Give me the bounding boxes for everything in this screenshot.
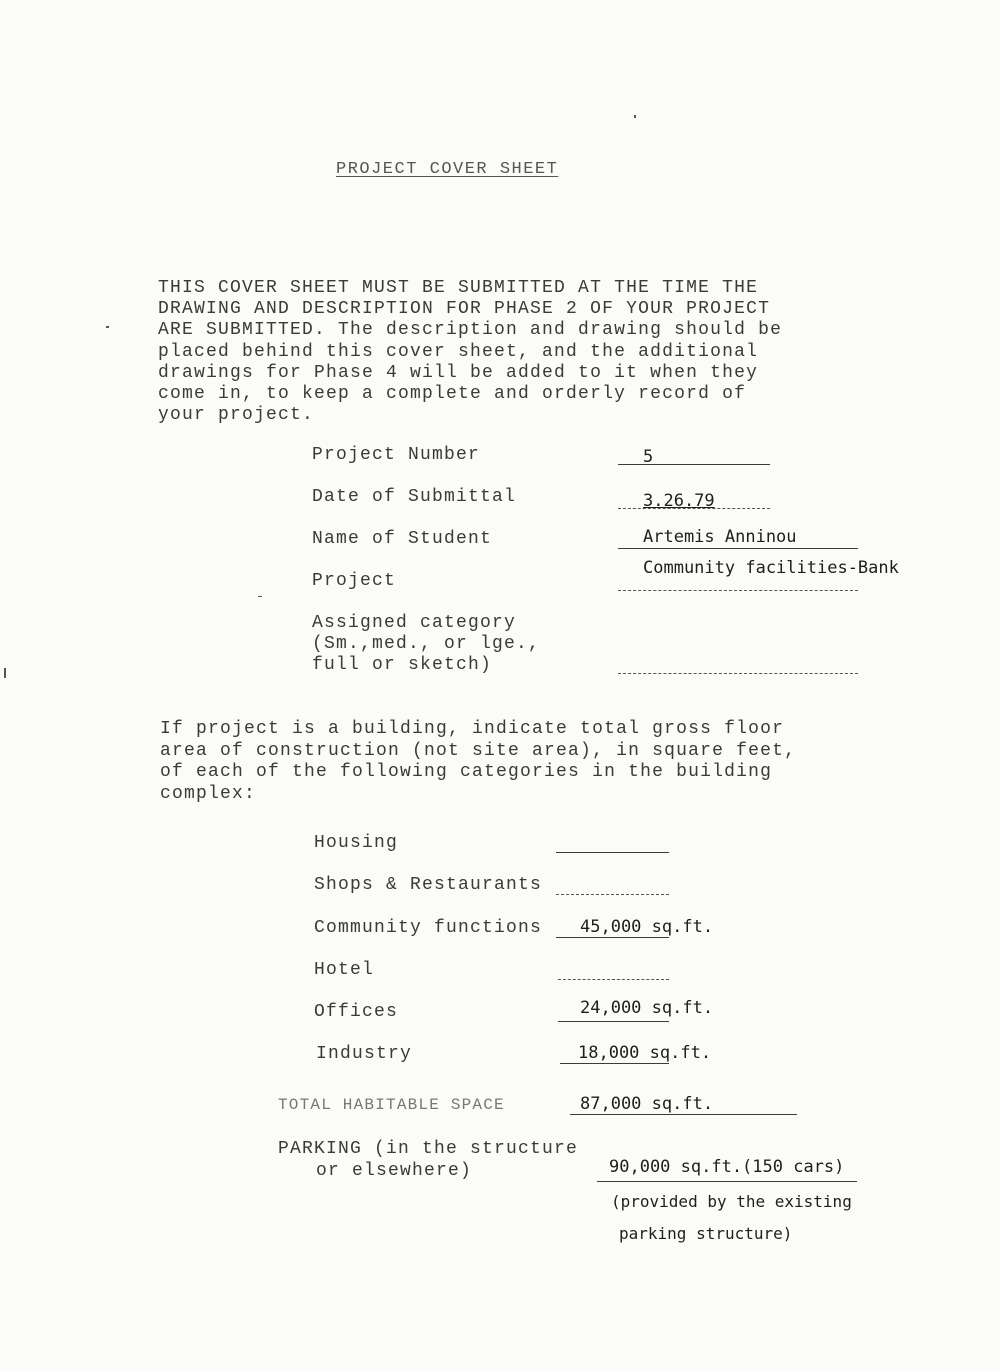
industry-line [560,1063,669,1064]
instruction-line: complex: [160,783,257,804]
project-number-line [618,464,770,465]
date-of-submittal-label: Date of Submittal [312,487,517,507]
project-line [618,590,858,591]
parking-label-line: or elsewhere) [316,1160,473,1181]
scan-mark [4,668,6,678]
assigned-category-label [312,613,540,676]
housing-line [556,852,669,853]
assigned-category-line [618,673,858,674]
scan-mark [634,115,636,118]
assigned-category-label-line: full or sketch) [312,655,493,675]
intro-line: drawings for Phase 4 will be added to it when they [158,362,759,383]
offices-value: 24,000 sq.ft. [580,998,714,1018]
page-title: PROJECT COVER SHEET [336,160,559,179]
community-functions-value: 45,000 sq.ft. [580,917,714,937]
offices-label: Offices [314,1002,399,1022]
total-habitable-space-line [570,1114,797,1115]
housing-label: Housing [314,833,399,853]
parking-line [597,1181,857,1182]
assigned-category-label-line: (Sm.,med., or lge., [312,634,541,654]
industry-value: 18,000 sq.ft. [578,1043,712,1063]
parking-note-line: (provided by the existing [611,1192,852,1211]
intro-line: placed behind this cover sheet, and the additional [158,341,759,362]
date-of-submittal-value: 3.26.79 [643,491,715,511]
project-value: Community facilities-Bank [643,558,899,578]
scan-mark [106,326,109,328]
intro-paragraph [158,278,858,426]
date-of-submittal-line [618,508,770,509]
name-of-student-line [618,548,858,549]
hotel-line [558,979,669,980]
offices-line [558,1021,669,1022]
scan-mark [258,596,262,597]
hotel-label: Hotel [314,960,375,980]
project-number-label: Project Number [312,445,481,465]
industry-label: Industry [316,1044,413,1064]
parking-label-line: PARKING (in the structure [278,1139,579,1159]
intro-line: ARE SUBMITTED. The description and drawing should be [158,320,783,341]
total-habitable-space-label: TOTAL HABITABLE SPACE [278,1096,505,1114]
parking-note-line: parking structure) [619,1224,793,1243]
intro-line: come in, to keep a complete and orderly record of [158,384,747,405]
project-number-value: 5 [643,447,654,467]
instruction-line: If project is a building, indicate total gross floor [160,719,785,739]
project-label: Project [312,571,397,591]
intro-line: your project. [158,405,315,426]
parking-value: 90,000 sq.ft.(150 cars) [609,1157,845,1177]
name-of-student-value: Artemis Anninou [643,527,797,547]
shops-restaurants-line [556,894,669,895]
community-functions-line [556,937,669,938]
assigned-category-label-line: Assigned category [312,613,517,633]
shops-restaurants-label: Shops & Restaurants [314,875,543,895]
total-habitable-space-value: 87,000 sq.ft. [580,1094,714,1114]
name-of-student-label: Name of Student [312,529,493,549]
instruction-line: area of construction (not site area), in square feet, [160,740,797,761]
intro-line: THIS COVER SHEET MUST BE SUBMITTED AT THE TIME THE [158,278,759,298]
community-functions-label: Community functions [314,918,543,938]
parking-label [278,1139,578,1182]
intro-line: DRAWING AND DESCRIPTION FOR PHASE 2 OF YOUR PROJECT [158,299,771,320]
instructions-paragraph [160,719,796,805]
instruction-line: of each of the following categories in the building [160,762,773,782]
parking-note [611,1186,852,1250]
